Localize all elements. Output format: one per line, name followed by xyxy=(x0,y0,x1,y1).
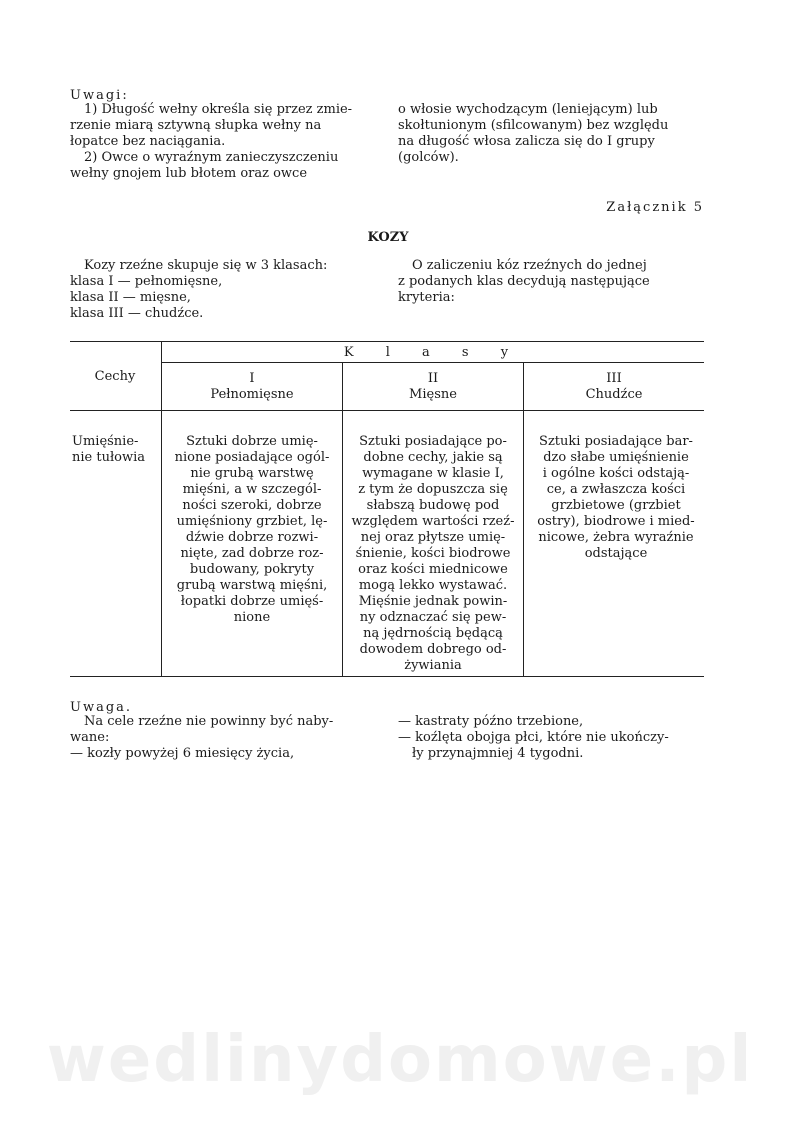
table-vrule-2 xyxy=(342,363,343,676)
cell-line: śnienie, kości biodrowe xyxy=(355,546,511,561)
cell-line: mięśni, a w szczegól- xyxy=(182,482,322,497)
cell-line: względem wartości rzeź- xyxy=(351,514,515,529)
cell-line: dowodem dobrego od- xyxy=(359,642,507,657)
table-vrule-3 xyxy=(523,363,524,676)
uwagi-heading: Uwagi: xyxy=(70,88,129,103)
cell-line: wymagane w klasie I, xyxy=(362,466,504,481)
uwaga-heading: Uwaga. xyxy=(70,700,133,715)
uwaga-right-line: — kastraty późno trzebione, xyxy=(398,714,584,729)
uwaga-left-line: Na cele rzeźne nie powinny być naby- xyxy=(84,714,334,729)
cell-line: umięśniony grzbiet, lę- xyxy=(176,514,328,529)
intro-left-line: klasa III — chudźce. xyxy=(70,306,204,321)
cell-line: dźwie dobrze rozwi- xyxy=(185,530,319,545)
cell-line: nie grubą warstwę xyxy=(190,466,314,481)
uwaga-right-column xyxy=(398,714,708,762)
uwaga-right-line: — koźlęta obojga płci, które nie ukończy- xyxy=(398,730,669,745)
cell-pelnomiesne xyxy=(166,434,338,626)
intro-right-column xyxy=(398,258,704,306)
cell-line: żywiania xyxy=(404,658,462,673)
cell-line: Sztuki posiadające po- xyxy=(359,434,507,449)
table-header-rule xyxy=(70,410,704,411)
intro-left-line: klasa I — pełnomięsne, xyxy=(70,274,223,289)
cell-chudzce xyxy=(528,434,704,562)
column-header-1 xyxy=(162,371,342,403)
column-numeral: III xyxy=(606,371,622,386)
column-numeral: I xyxy=(249,371,255,386)
uwagi-left-line: łopatce bez naciągania. xyxy=(70,134,226,149)
uwaga-left-column xyxy=(70,714,370,762)
cell-line: ną jędrnością będącą xyxy=(363,626,503,641)
cell-line: słabszą budowę pod xyxy=(366,498,500,513)
uwagi-left-line: rzenie miarą sztywną słupka wełny na xyxy=(70,118,322,133)
cell-line: i ogólne kości odstają- xyxy=(542,466,690,481)
column-header-3 xyxy=(524,371,704,403)
column-name: Mięsne xyxy=(409,387,457,402)
uwagi-right-line: o włosie wychodzącym (leniejącym) lub xyxy=(398,102,658,117)
cell-miesne xyxy=(347,434,519,674)
uwaga-left-line: wane: xyxy=(70,730,110,745)
cechy-header: Cechy xyxy=(94,369,136,384)
cell-line: nicowe, żebra wyraźnie xyxy=(538,530,694,545)
cell-line: grubą warstwą mięśni, xyxy=(176,578,328,593)
cell-line: nione posiadające ogól- xyxy=(174,450,330,465)
uwagi-right-line: (golców). xyxy=(398,150,459,165)
uwagi-right-column xyxy=(398,102,704,166)
cell-line: budowany, pokryty xyxy=(189,562,315,577)
cell-line: łopatki dobrze umięś- xyxy=(180,594,324,609)
column-name: Chudźce xyxy=(585,387,643,402)
row-label xyxy=(72,434,160,466)
cell-line: ostry), biodrowe i mied- xyxy=(537,514,695,529)
cell-line: ce, a zwłaszcza kości xyxy=(546,482,686,497)
annex-label: Załącznik 5 xyxy=(606,200,704,215)
intro-left-line: klasa II — mięsne, xyxy=(70,290,191,305)
cell-line: nione xyxy=(233,610,271,625)
table-top-rule xyxy=(70,341,704,342)
uwaga-left-line: — kozły powyżej 6 miesięcy życia, xyxy=(70,746,295,761)
column-header-2 xyxy=(343,371,523,403)
uwagi-left-line: 2) Owce o wyraźnym zanieczyszczeniu xyxy=(84,150,339,165)
row-label-line: Umięśnie- xyxy=(72,434,139,449)
klasy-header: K l a s y xyxy=(343,345,523,360)
cell-line: mogą lekko wystawać. xyxy=(358,578,508,593)
cell-line: Mięśnie jednak powin- xyxy=(358,594,508,609)
uwaga-right-line: ły przynajmniej 4 tygodni. xyxy=(412,746,584,761)
intro-left-line: Kozy rzeźne skupuje się w 3 klasach: xyxy=(84,258,328,273)
cell-line: nięte, zad dobrze roz- xyxy=(180,546,324,561)
intro-right-line: z podanych klas decydują następujące xyxy=(398,274,650,289)
uwagi-right-line: na długość włosa zalicza się do I grupy xyxy=(398,134,655,149)
cell-line: grzbietowe (grzbiet xyxy=(551,498,681,513)
uwagi-right-line: skołtunionym (sfilcowanym) bez względu xyxy=(398,118,669,133)
cell-line: oraz kości miednicowe xyxy=(358,562,508,577)
uwagi-left-line: 1) Długość wełny określa się przez zmie- xyxy=(84,102,353,117)
intro-right-line: O zaliczeniu kóz rzeźnych do jednej xyxy=(412,258,647,273)
cell-line: ny odznaczać się pew- xyxy=(359,610,507,625)
cell-line: Sztuki dobrze umię- xyxy=(186,434,318,449)
cell-line: dzo słabe umięśnienie xyxy=(543,450,689,465)
uwagi-left-column xyxy=(70,102,376,182)
cell-line: ności szeroki, dobrze xyxy=(182,498,322,513)
column-name: Pełnomięsne xyxy=(210,387,294,402)
uwagi-left-line: wełny gnojem lub błotem oraz owce xyxy=(70,166,308,181)
cell-line: Sztuki posiadające bar- xyxy=(539,434,693,449)
intro-right-line: kryteria: xyxy=(398,290,455,305)
intro-left-column xyxy=(70,258,370,322)
row-label-line: nie tułowia xyxy=(72,450,146,465)
cell-line: dobne cechy, jakie są xyxy=(363,450,503,465)
watermark: wedlinydomowe.pl xyxy=(46,1023,754,1097)
table-bottom-rule xyxy=(70,676,704,677)
section-title: KOZY xyxy=(367,230,409,245)
cell-line: odstające xyxy=(584,546,648,561)
cell-line: z tym że dopuszcza się xyxy=(358,482,508,497)
table-klasy-rule xyxy=(162,362,704,363)
cell-line: nej oraz płytsze umię- xyxy=(360,530,506,545)
column-numeral: II xyxy=(427,371,439,386)
